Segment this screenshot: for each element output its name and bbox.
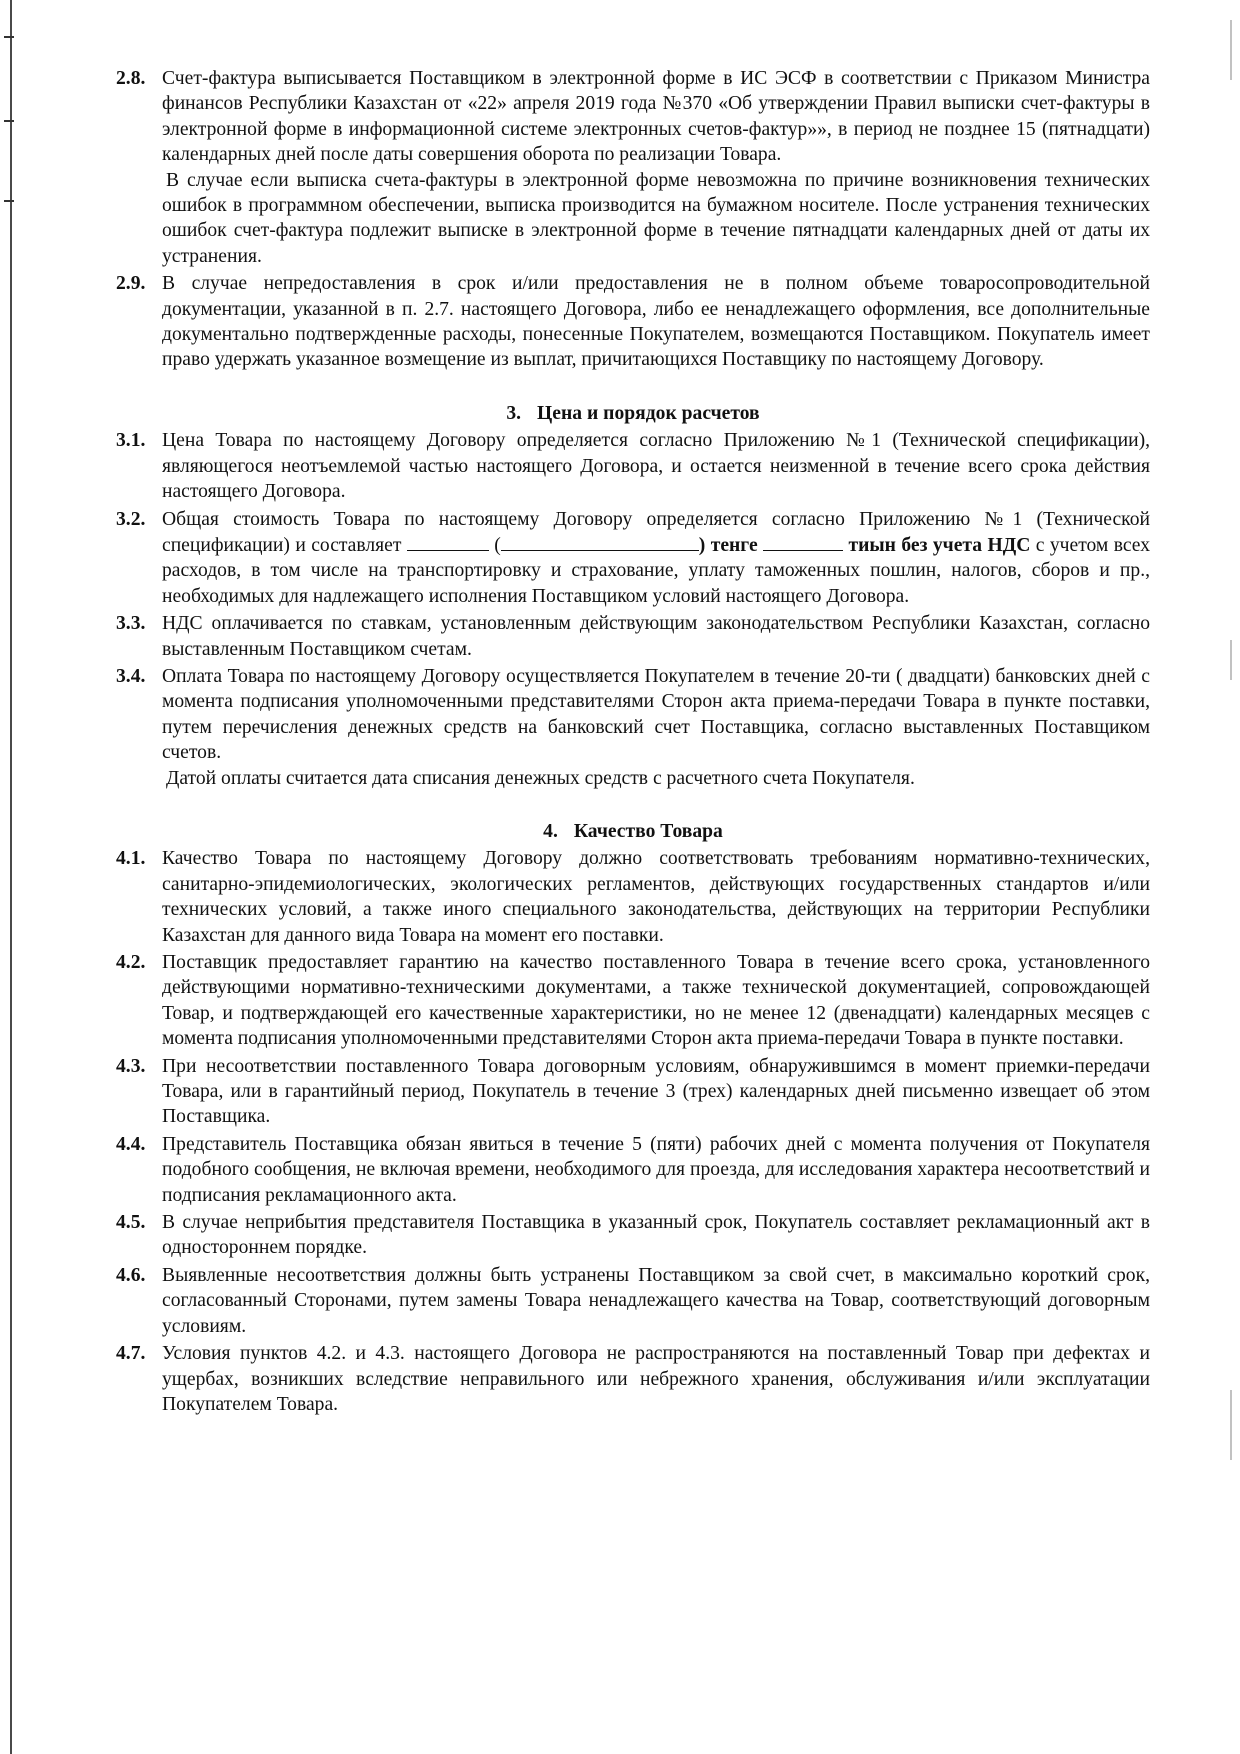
clause-body <box>162 846 1150 948</box>
clause-text: Условия пунктов 4.2. и 4.3. настоящего Договора не распространяются на поставленный Товар при дефектах и ущербах, возникших вследствие неправильного или небрежного хранения, обслуживания и/или эксплуатации Покупателем Товара. <box>162 1343 1150 1415</box>
clause-body <box>162 1132 1150 1208</box>
scan-mark <box>4 36 14 38</box>
clause-body <box>162 428 1150 504</box>
amount-words-blank <box>501 532 699 551</box>
clause-3-3 <box>116 611 1150 662</box>
section-4-heading <box>116 819 1150 844</box>
clause-body <box>162 1341 1150 1417</box>
clause-2-9 <box>116 271 1150 373</box>
clause-number: 3.3. <box>116 613 146 635</box>
clause-text-extra: Датой оплаты считается дата списания денежных средств с расчетного счета Покупателя. <box>166 767 915 789</box>
clause-number: 2.9. <box>116 273 146 295</box>
clause-text: При несоответствии поставленного Товара договорным условиям, обнаружившимся в момент приемки-передачи Товара, или в гарантийный период, Покупатель в течение 3 (трех) календарных дней письменно извещает об этом Поставщика. <box>162 1055 1150 1128</box>
clause-body <box>162 611 1150 662</box>
clause-text: Счет-фактура выписывается Поставщиком в электронной форме в ИС ЭСФ в соответствии с Приказом Министра финансов Республики Казахстан от «22» апреля 2019 года №370 «Об утверждении Правил выписки счет-фактуры в электронной форме в информационной системе электронных счетов-фактур»», в период не позднее 15 (пятнадцати) календарных дней после даты совершения оборота по реализации Товара. <box>162 68 1150 166</box>
clause-2-8 <box>116 66 1150 269</box>
clause-number: 3.4. <box>116 665 146 687</box>
clause-body <box>162 507 1150 610</box>
clause-4-6 <box>116 1263 1150 1339</box>
amount-blank <box>407 532 489 551</box>
clause-number: 4.4. <box>116 1133 146 1155</box>
clause-text: Цена Товара по настоящему Договору определяется согласно Приложению №1 (Технической спецификации), являющегося неотъемлемой частью настоящего Договора, и остается неизменной в течение всего срока действия настоящего Договора. <box>162 430 1150 503</box>
clause-number: 4.3. <box>116 1055 146 1077</box>
scan-right-speck <box>1230 640 1232 680</box>
clause-text: В случае неприбытия представителя Поставщика в указанный срок, Покупатель составляет рекламационный акт в одностороннем порядке. <box>162 1212 1150 1259</box>
tiyn-blank <box>763 532 843 551</box>
clause-body <box>162 1263 1150 1339</box>
clause-text: НДС оплачивается по ставкам, установленным действующим законодательством Республики Казахстан, согласно выставленным Поставщиком счетам. <box>162 613 1150 660</box>
clause-4-2 <box>116 950 1150 1052</box>
clause-number: 4.1. <box>116 848 146 870</box>
clause-number: 2.8. <box>116 68 146 89</box>
clause-number: 4.6. <box>116 1264 146 1286</box>
clause-text: Выявленные несоответствия должны быть устранены Поставщиком за свой счет, в максимально короткий срок, согласованный Сторонами, путем замены Товара ненадлежащего качества на Товар, соответствующий договорным условиям. <box>162 1264 1150 1337</box>
tiyn-label: тиын без учета <box>848 534 983 556</box>
clause-text: В случае непредоставления в срок и/или предоставления не в полном объеме товаросопроводительной документации, указанной в п. 2.7. настоящего Договора, либо ее ненадлежащего оформления, все дополнительные документально подтвержденные расходы, понесенные Покупателем, возмещаются Поставщиком. Покупатель имеет право удержать указанное возмещение из выплат, причитающихся Поставщику по настоящему Договору. <box>162 273 1150 371</box>
section-title: Цена и порядок расчетов <box>537 402 760 424</box>
clause-body <box>162 1054 1150 1130</box>
clause-number: 3.1. <box>116 430 146 452</box>
clause-3-2 <box>116 507 1150 610</box>
clause-text <box>162 507 1150 610</box>
section-title: Качество Товара <box>573 820 723 842</box>
clause-4-4 <box>116 1132 1150 1208</box>
clause-text: Представитель Поставщика обязан явиться в течение 5 (пяти) рабочих дней с момента получения от Покупателя подобного сообщения, не включая времени, необходимого для проезда, для исследования характера несоответствий и подписания рекламационного акта. <box>162 1133 1150 1206</box>
clause-4-1 <box>116 846 1150 948</box>
clause-body <box>162 1210 1150 1261</box>
scan-mark <box>4 200 14 202</box>
section-number: 4. <box>543 820 558 842</box>
clause-number: 4.7. <box>116 1343 146 1365</box>
clause-text: Оплата Товара по настоящему Договору осуществляется Покупателем в течение 20-ти ( двадцати) банковских дней с момента подписания уполномоченными представителями Сторон акта приема-передачи Товара в пункте поставки, путем перечисления денежных средств на банковский счет Поставщика, согласно выставленных Поставщиком счетов. <box>162 665 1150 764</box>
clause-body <box>162 271 1150 373</box>
clause-body <box>162 66 1150 269</box>
clause-4-5 <box>116 1210 1150 1261</box>
clause-body <box>162 664 1150 791</box>
vat-label: НДС <box>987 534 1031 556</box>
clause-number: 4.5. <box>116 1212 146 1234</box>
section-3-heading <box>116 401 1150 426</box>
tenge-label: ) тенге <box>698 534 758 556</box>
clause-text-a: Общая стоимость Товара по настоящему Договору определяется согласно Приложению №1 (Технической спецификации) и составляет <box>162 508 1150 556</box>
clause-text: В случае если выписка счета-фактуры в электронной форме невозможна по причине возникновения технических ошибок в программном обеспечении, выписка производится на бумажном носителе. После устранения технических ошибок счет-фактура подлежит выписке в электронной форме в течение пятнадцати календарных дней от даты их устранения. <box>162 169 1150 267</box>
scan-right-speck <box>1230 20 1232 80</box>
scan-left-edge <box>10 0 12 1754</box>
clause-4-3 <box>116 1054 1150 1130</box>
clause-text: Качество Товара по настоящему Договору должно соответствовать требованиям нормативно-технических, санитарно-эпидемиологических, экологических регламентов, действующих государственных стандартов и/или технических условий, а также иного специального законодательства, действующих на территории Республики Казахстан для данного вида Товара на момент его поставки. <box>162 848 1150 946</box>
clause-3-1 <box>116 428 1150 504</box>
section-number: 3. <box>506 402 522 424</box>
scan-right-speck <box>1230 1390 1232 1460</box>
clause-text: Поставщик предоставляет гарантию на качество поставленного Товара в течение всего срока, установленного действующими нормативно-техническими документами, а также технической документацией, сопровождающей Товар, и подтверждающей его качественные характеристики, но не менее 12 (двенадцати) календарных месяцев с момента подписания уполномоченными представителями Сторон акта приема-передачи Товара в пункте поставки. <box>162 952 1150 1050</box>
clause-text-b: с учетом всех расходов, в том числе на транспортировку и страхование, уплату таможенных пошлин, налогов, сборов и пр., необходимых для надлежащего исполнения Поставщиком условий настоящего Договора. <box>162 534 1151 607</box>
clause-number: 4.2. <box>116 952 146 973</box>
clause-3-4 <box>116 664 1150 791</box>
paren-open: ( <box>494 534 501 556</box>
clause-body <box>162 950 1150 1052</box>
document-page <box>116 66 1150 1417</box>
clause-4-7 <box>116 1341 1150 1417</box>
scan-mark <box>4 120 14 122</box>
clause-number: 3.2. <box>116 508 146 530</box>
